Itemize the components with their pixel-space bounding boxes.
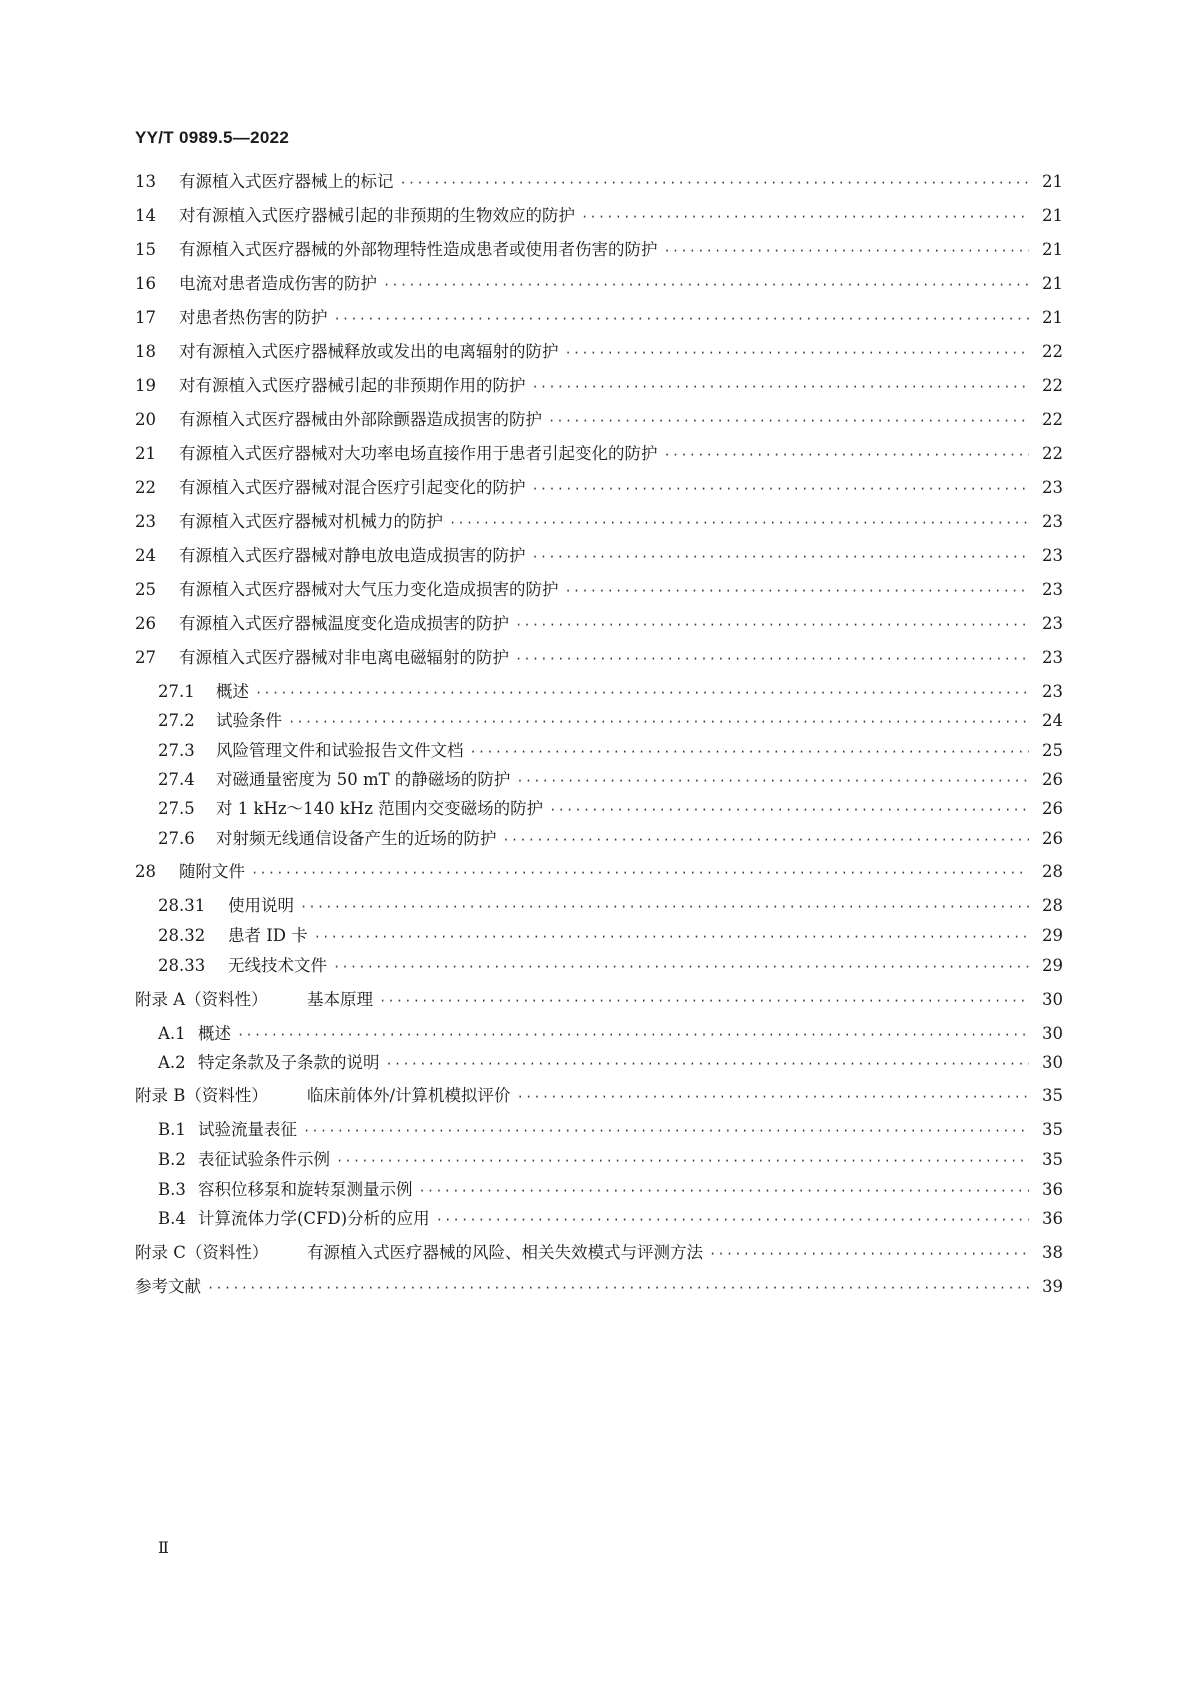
toc-entry[interactable] <box>135 307 1063 330</box>
toc-entry-number: 28.31 <box>158 896 206 915</box>
toc-entry-page: 35 <box>1042 1086 1063 1105</box>
toc-entry-page: 26 <box>1042 770 1063 789</box>
dot-leader <box>303 1120 1029 1142</box>
toc-entry-title: 有源植入式医疗器械对混合医疗引起变化的防护 <box>179 478 526 497</box>
toc-entry-title: 概述 <box>198 1024 231 1043</box>
dot-leader <box>548 410 1029 432</box>
toc-entry-number: 27.5 <box>158 799 195 818</box>
toc-entry[interactable] <box>158 1052 1063 1075</box>
dot-leader <box>255 682 1029 704</box>
toc-entry[interactable] <box>158 895 1063 918</box>
toc-entry-title: 试验条件 <box>216 711 282 730</box>
toc-entry-title: 患者 ID 卡 <box>228 926 308 945</box>
toc-entry-number: 17 <box>135 308 156 327</box>
toc-entry-number: 23 <box>135 512 156 531</box>
toc-entry[interactable] <box>135 511 1063 534</box>
toc-entry-number: 24 <box>135 546 156 565</box>
toc-entry-page: 35 <box>1042 1120 1063 1139</box>
toc-entry-page: 29 <box>1042 926 1063 945</box>
standard-number: YY/T 0989.5—2022 <box>135 128 290 147</box>
toc-entry-number: 25 <box>135 580 156 599</box>
toc-entry-title: 有源植入式医疗器械对非电离电磁辐射的防护 <box>179 648 509 667</box>
toc-entry[interactable] <box>158 955 1063 978</box>
toc-entry-page: 23 <box>1042 580 1063 599</box>
toc-entry-title: 容积位移泵和旋转泵测量示例 <box>198 1180 413 1199</box>
dot-leader <box>386 1053 1030 1075</box>
toc-entry-page: 23 <box>1042 648 1063 667</box>
toc-entry-title: 对患者热伤害的防护 <box>179 308 328 327</box>
dot-leader <box>419 1180 1030 1202</box>
toc-entry-page: 38 <box>1042 1243 1063 1262</box>
dot-leader <box>515 648 1029 670</box>
toc-entry-number: B.4 <box>158 1209 186 1228</box>
toc-entry[interactable] <box>135 579 1063 602</box>
toc-entry-page: 30 <box>1042 1053 1063 1072</box>
toc-entry-page: 24 <box>1042 711 1063 730</box>
dot-leader <box>251 862 1029 884</box>
dot-leader <box>532 546 1030 568</box>
dot-leader <box>664 444 1030 466</box>
toc-entry-page: 22 <box>1042 410 1063 429</box>
toc-entry[interactable] <box>135 861 1063 884</box>
toc-entry-title: 有源植入式医疗器械对大功率电场直接作用于患者引起变化的防护 <box>179 444 658 463</box>
toc-entry[interactable] <box>158 710 1063 733</box>
toc-entry-number: 16 <box>135 274 156 293</box>
toc-entry[interactable] <box>135 273 1063 296</box>
toc-entry-title: 有源植入式医疗器械对机械力的防护 <box>179 512 443 531</box>
toc-entry-number: 27.3 <box>158 741 195 760</box>
toc-entry[interactable] <box>135 341 1063 364</box>
toc-entry-title: 对有源植入式医疗器械引起的非预期作用的防护 <box>179 376 526 395</box>
dot-leader <box>400 172 1030 194</box>
dot-leader <box>237 1024 1029 1046</box>
toc-entry-title: 有源植入式医疗器械由外部除颤器造成损害的防护 <box>179 410 542 429</box>
toc-entry[interactable] <box>135 171 1063 194</box>
toc-entry-title: 对有源植入式医疗器械释放或发出的电离辐射的防护 <box>179 342 559 361</box>
toc-entry-number: A.2 <box>158 1053 186 1072</box>
toc-entry-number: 13 <box>135 172 156 191</box>
toc-entry-page: 30 <box>1042 990 1063 1009</box>
dot-leader <box>334 308 1030 330</box>
toc-entry-number: B.3 <box>158 1180 186 1199</box>
toc-entry[interactable] <box>135 545 1063 568</box>
toc-entry[interactable] <box>135 205 1063 228</box>
dot-leader <box>565 342 1030 364</box>
toc-entry-page: 28 <box>1042 896 1063 915</box>
toc-entry-number: 26 <box>135 614 156 633</box>
toc-entry-page: 35 <box>1042 1150 1063 1169</box>
toc-entry-title: 基本原理 <box>307 990 373 1009</box>
toc-entry-title: 对 1 kHz～140 kHz 范围内交变磁场的防护 <box>216 799 544 818</box>
toc-entry[interactable] <box>158 925 1063 948</box>
toc-entry-page: 22 <box>1042 342 1063 361</box>
toc-entry[interactable] <box>158 1179 1063 1202</box>
dot-leader <box>516 770 1029 792</box>
toc-entry-number: 28.32 <box>158 926 206 945</box>
toc-entry-number: 27.4 <box>158 770 195 789</box>
toc-entry-title: 特定条款及子条款的说明 <box>198 1053 380 1072</box>
toc-entry-title: 有源植入式医疗器械上的标记 <box>179 172 394 191</box>
toc-entry[interactable] <box>135 1242 1063 1265</box>
toc-entry[interactable] <box>135 409 1063 432</box>
toc-entry-number: 20 <box>135 410 156 429</box>
toc-entry[interactable] <box>158 828 1063 851</box>
dot-leader <box>549 799 1029 821</box>
toc-entry[interactable] <box>158 1149 1063 1172</box>
dot-leader <box>288 711 1029 733</box>
toc-entry-title: 概述 <box>216 682 249 701</box>
toc-entry-page: 29 <box>1042 956 1063 975</box>
toc-entry-title: 随附文件 <box>179 862 245 881</box>
dot-leader <box>503 829 1030 851</box>
toc-entry-number: 附录 B（资料性） <box>135 1086 268 1105</box>
toc-entry-number: 27 <box>135 648 156 667</box>
toc-entry[interactable] <box>158 1119 1063 1142</box>
toc-entry-page: 22 <box>1042 444 1063 463</box>
toc-entry[interactable] <box>158 798 1063 821</box>
dot-leader <box>515 614 1029 636</box>
toc-entry[interactable] <box>135 1085 1063 1108</box>
toc-entry[interactable] <box>158 1023 1063 1046</box>
toc-entry[interactable] <box>135 477 1063 500</box>
toc-entry[interactable] <box>135 239 1063 262</box>
toc-entry-title: 参考文献 <box>135 1277 201 1296</box>
toc-entry-title: 表征试验条件示例 <box>198 1150 330 1169</box>
dot-leader <box>336 1150 1029 1172</box>
toc-entry-number: 28 <box>135 862 156 881</box>
toc-entry[interactable] <box>158 1208 1063 1231</box>
toc-entry-number: B.2 <box>158 1150 186 1169</box>
toc-entry-number: 22 <box>135 478 156 497</box>
dot-leader <box>379 990 1029 1012</box>
toc-entry-number: A.1 <box>158 1024 186 1043</box>
toc-entry-page: 23 <box>1042 546 1063 565</box>
dot-leader <box>532 478 1030 500</box>
toc-entry[interactable] <box>135 989 1063 1012</box>
toc-entry[interactable] <box>135 1276 1063 1299</box>
toc-entry-page: 21 <box>1042 206 1063 225</box>
toc-entry-page: 25 <box>1042 741 1063 760</box>
dot-leader <box>470 741 1030 763</box>
dot-leader <box>333 956 1029 978</box>
dot-leader <box>314 926 1029 948</box>
toc-entry-title: 对射频无线通信设备产生的近场的防护 <box>216 829 497 848</box>
toc-entry-page: 26 <box>1042 829 1063 848</box>
toc-entry[interactable] <box>158 740 1063 763</box>
toc-entry-title: 对有源植入式医疗器械引起的非预期的生物效应的防护 <box>179 206 575 225</box>
toc-entry-page: 21 <box>1042 274 1063 293</box>
toc-entry[interactable] <box>158 681 1063 704</box>
page-number: Ⅱ <box>158 1538 169 1557</box>
dot-leader <box>449 512 1029 534</box>
toc-entry[interactable] <box>135 647 1063 670</box>
toc-entry-page: 39 <box>1042 1277 1063 1296</box>
toc-entry-page: 36 <box>1042 1209 1063 1228</box>
toc-entry-title: 试验流量表征 <box>198 1120 297 1139</box>
toc-entry-page: 23 <box>1042 682 1063 701</box>
toc-entry-title: 使用说明 <box>228 896 294 915</box>
toc-entry-title: 计算流体力学(CFD)分析的应用 <box>198 1209 430 1228</box>
toc-entry-page: 21 <box>1042 308 1063 327</box>
toc-entry-title: 电流对患者造成伤害的防护 <box>179 274 377 293</box>
dot-leader <box>581 206 1029 228</box>
toc-entry-number: 19 <box>135 376 156 395</box>
toc-entry-number: 27.2 <box>158 711 195 730</box>
toc-entry-title: 有源植入式医疗器械对大气压力变化造成损害的防护 <box>179 580 559 599</box>
dot-leader <box>300 896 1029 918</box>
toc-entry-title: 对磁通量密度为 50 mT 的静磁场的防护 <box>216 770 511 789</box>
toc-entry-page: 23 <box>1042 512 1063 531</box>
dot-leader <box>532 376 1030 398</box>
toc-entry-title: 风险管理文件和试验报告文件文档 <box>216 741 464 760</box>
toc-entry-number: 附录 A（资料性） <box>135 990 268 1009</box>
toc-entry-number: 21 <box>135 444 156 463</box>
toc-entry-page: 36 <box>1042 1180 1063 1199</box>
toc-entry-number: 18 <box>135 342 156 361</box>
toc-entry-number: 14 <box>135 206 156 225</box>
toc-entry-page: 22 <box>1042 376 1063 395</box>
toc-entry-number: 27.6 <box>158 829 195 848</box>
dot-leader <box>709 1243 1029 1265</box>
toc-entry-number: 附录 C（资料性） <box>135 1243 269 1262</box>
toc-entry-page: 26 <box>1042 799 1063 818</box>
toc-entry-page: 21 <box>1042 172 1063 191</box>
toc-entry-page: 28 <box>1042 862 1063 881</box>
toc-entry-title: 有源植入式医疗器械温度变化造成损害的防护 <box>179 614 509 633</box>
toc-entry-number: 28.33 <box>158 956 206 975</box>
toc-entry[interactable] <box>135 375 1063 398</box>
toc-entry-title: 有源植入式医疗器械的风险、相关失效模式与评测方法 <box>307 1243 703 1262</box>
toc-entry-title: 无线技术文件 <box>228 956 327 975</box>
dot-leader <box>436 1209 1029 1231</box>
toc-entry-page: 23 <box>1042 478 1063 497</box>
dot-leader <box>517 1086 1029 1108</box>
toc-entry[interactable] <box>135 443 1063 466</box>
toc-entry-number: B.1 <box>158 1120 186 1139</box>
toc-entry-title: 有源植入式医疗器械的外部物理特性造成患者或使用者伤害的防护 <box>179 240 658 259</box>
toc-entry-page: 30 <box>1042 1024 1063 1043</box>
dot-leader <box>565 580 1030 602</box>
toc-entry-number: 15 <box>135 240 156 259</box>
dot-leader <box>207 1277 1029 1299</box>
toc-entry-title: 临床前体外/计算机模拟评价 <box>307 1086 511 1105</box>
toc-entry[interactable] <box>135 613 1063 636</box>
toc-entry-title: 有源植入式医疗器械对静电放电造成损害的防护 <box>179 546 526 565</box>
toc-entry-page: 21 <box>1042 240 1063 259</box>
dot-leader <box>664 240 1030 262</box>
toc-entry-number: 27.1 <box>158 682 195 701</box>
dot-leader <box>383 274 1029 296</box>
toc-entry[interactable] <box>158 769 1063 792</box>
toc-entry-page: 23 <box>1042 614 1063 633</box>
